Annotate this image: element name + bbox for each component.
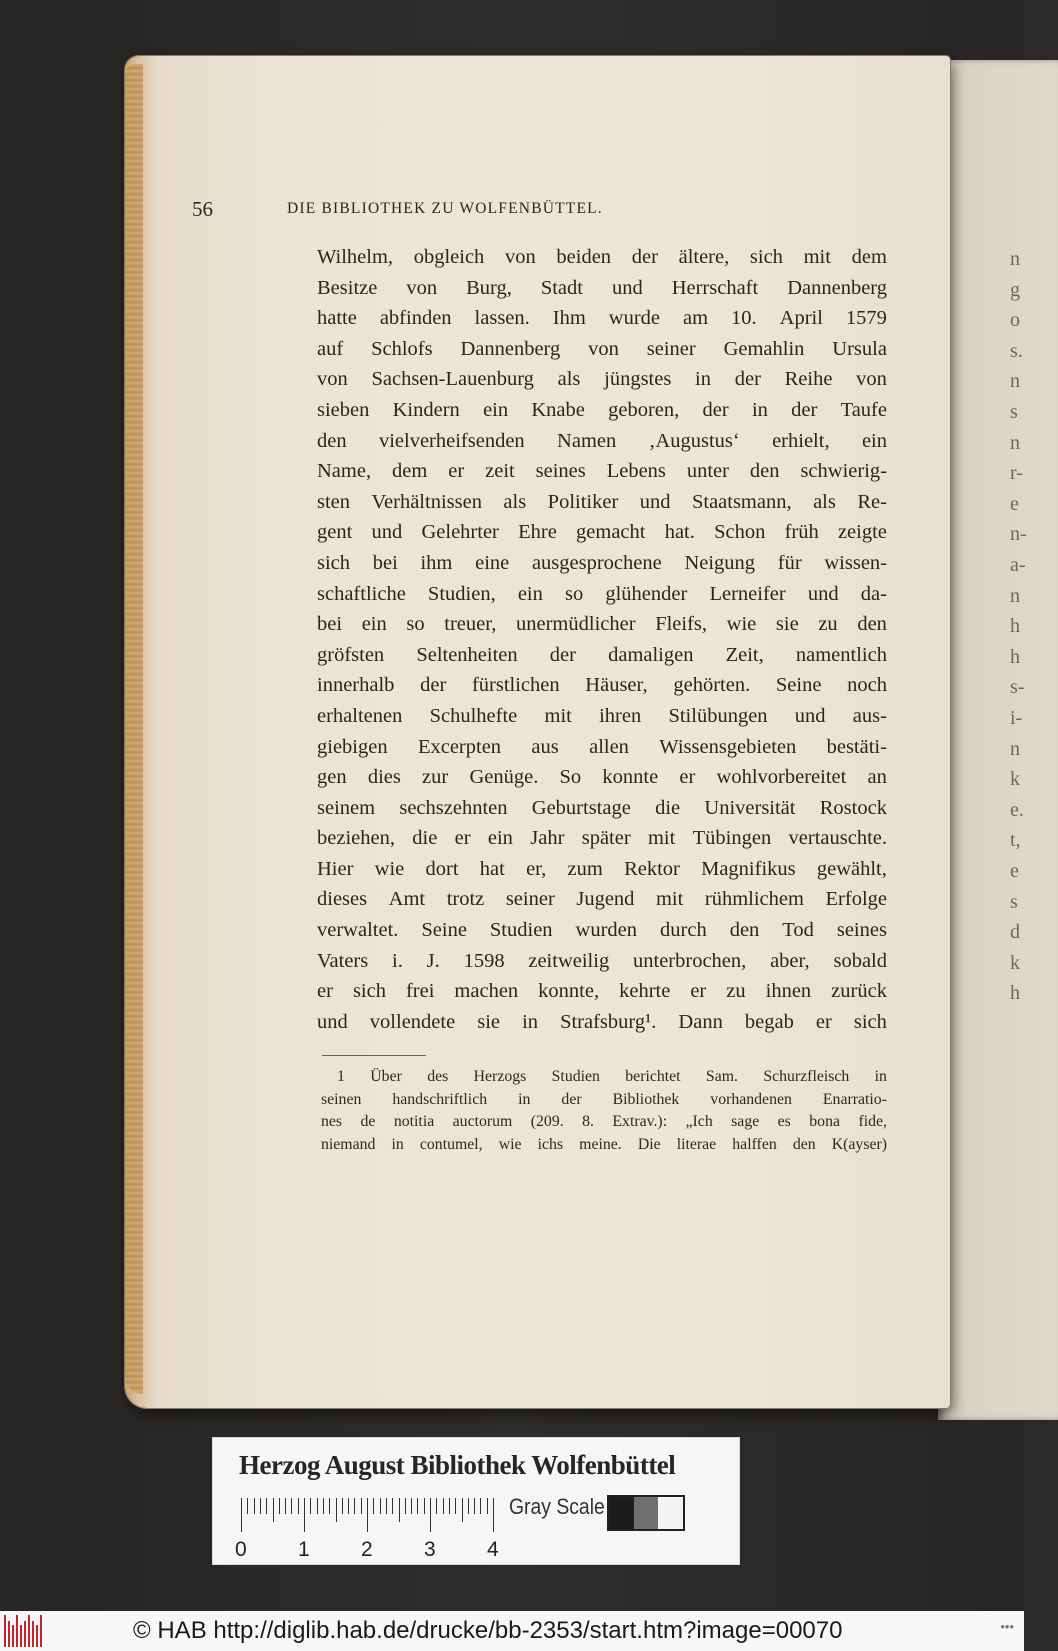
adjacent-page-edge — [938, 60, 1058, 1420]
ruler-tick — [392, 1498, 393, 1514]
footnote-line: nes de notitia auctorum (209. 8. Extrav.): „Ich sage es bona fide, — [321, 1113, 887, 1130]
text-line: beziehen, die er ein Jahr später mit Tübingen vertauschte. — [317, 827, 887, 850]
ruler-number: 4 — [487, 1538, 499, 1561]
ruler-tick — [298, 1498, 299, 1514]
text-line: Besitze von Burg, Stadt und Herrschaft Dannenberg — [317, 276, 887, 299]
logo-bar — [36, 1625, 38, 1647]
ruler-tick — [380, 1498, 381, 1514]
institution-name: Herzog August Bibliothek Wolfenbüttel — [239, 1450, 676, 1480]
margin-glyph: k — [1010, 768, 1020, 791]
footer-bar — [0, 1611, 1024, 1651]
text-line: bei ein so treuer, unermüdlicher Fleifs, wie sie zu den — [317, 613, 887, 636]
margin-glyph: n — [1010, 370, 1020, 393]
text-line: verwaltet. Seine Studien wurden durch den Tod seines — [317, 919, 887, 942]
text-line: schaftliche Studien, ein so glühender Lerneifer und da- — [317, 582, 887, 605]
text-line: hatte abfinden lassen. Ihm wurde am 10. April 1579 — [317, 307, 887, 330]
text-line: und vollendete sie in Strafsburg¹. Dann begab er sich — [317, 1010, 887, 1033]
margin-glyph: k — [1010, 951, 1020, 974]
running-head: DIE BIBLIOTHEK ZU WOLFENBÜTTEL. — [287, 200, 603, 217]
logo-bar — [24, 1621, 26, 1647]
ruler-tick — [474, 1498, 475, 1514]
ruler-number: 1 — [298, 1538, 310, 1561]
text-line: sten Verhältnissen als Politiker und Staatsmann, als Re- — [317, 490, 887, 513]
page-header — [192, 197, 888, 225]
ruler-tick — [266, 1498, 267, 1514]
page-edge — [125, 64, 143, 1394]
ruler-tick — [493, 1498, 494, 1532]
ruler-tick — [310, 1498, 311, 1514]
ruler-tick — [487, 1498, 488, 1514]
margin-glyph: n — [1010, 584, 1020, 607]
ruler-tick — [462, 1498, 463, 1522]
margin-glyph: n — [1010, 737, 1020, 760]
footnotes — [321, 1066, 887, 1156]
ruler-tick — [354, 1498, 355, 1514]
gray-scale-swatches — [607, 1495, 685, 1531]
ruler-tick — [430, 1498, 431, 1532]
margin-glyph: h — [1010, 615, 1020, 638]
text-line: giebigen Excerpten aus allen Wissensgebieten bestäti- — [317, 735, 887, 758]
text-line: sich bei ihm eine ausgesprochene Neigung für wissen- — [317, 551, 887, 574]
ruler-tick — [386, 1498, 387, 1514]
ruler-tick — [317, 1498, 318, 1514]
ruler-tick — [285, 1498, 286, 1514]
margin-glyph: n- — [1010, 523, 1027, 546]
text-line: den vielverheifsenden Namen ‚Augustus‘ erhielt, ein — [317, 429, 887, 452]
margin-glyph: h — [1010, 645, 1020, 668]
margin-glyph: e — [1010, 492, 1019, 515]
credit-link[interactable]: © HAB http://diglib.hab.de/drucke/bb-2353/start.htm?image=00070 — [133, 1617, 843, 1644]
text-line: sieben Kindern ein Knabe geboren, der in der Taufe — [317, 398, 887, 421]
margin-glyph: s- — [1010, 676, 1025, 699]
logo-bar — [28, 1615, 30, 1647]
margin-glyph: s. — [1010, 339, 1023, 362]
ruler-tick — [323, 1498, 324, 1514]
margin-glyph: h — [1010, 982, 1020, 1005]
text-line: innerhalb der fürstlichen Häuser, gehörten. Seine noch — [317, 674, 887, 697]
text-line: gen dies zur Genüge. So konnte er wohlvorbereitet an — [317, 766, 887, 789]
ruler-tick — [480, 1498, 481, 1514]
color-card — [212, 1437, 740, 1565]
text-line: dieses Amt trotz seiner Jugend mit rühmlichem Erfolge — [317, 888, 887, 911]
ruler-tick — [247, 1498, 248, 1514]
scale-ruler — [235, 1498, 499, 1561]
text-line: gent und Gelehrter Ehre gemacht hat. Schon früh zeigte — [317, 521, 887, 544]
text-line: erhaltenen Schulhefte mit ihren Stilübungen und aus- — [317, 704, 887, 727]
ruler-tick — [411, 1498, 412, 1514]
logo-bar — [12, 1625, 14, 1647]
ruler-number: 0 — [235, 1538, 247, 1561]
ruler-tick — [367, 1498, 368, 1532]
margin-glyph: e — [1010, 860, 1019, 882]
logo-bar — [40, 1615, 42, 1647]
margin-glyph: n — [1010, 248, 1020, 270]
ruler-tick — [405, 1498, 406, 1514]
margin-glyph: t, — [1010, 829, 1021, 852]
ruler-tick — [342, 1498, 343, 1514]
margin-glyph: n — [1010, 431, 1020, 454]
text-line: Wilhelm, obgleich von beiden der ältere, sich mit dem — [317, 246, 887, 268]
margin-glyph: i- — [1010, 707, 1023, 729]
body-text — [317, 242, 887, 1037]
ruler-tick — [417, 1498, 418, 1514]
text-line: seinem sechszehnten Geburtstage die Universität Rostock — [317, 796, 887, 819]
footnote-line: 1 Über des Herzogs Studien berichtet Sam. Schurzfleisch in — [337, 1068, 887, 1085]
logo-bar — [20, 1625, 22, 1647]
ruler-tick — [291, 1498, 292, 1514]
gray-swatch — [609, 1497, 634, 1529]
margin-glyph: e. — [1010, 798, 1024, 821]
ruler-tick — [254, 1498, 255, 1514]
footnote-line: niemand in contumel, wie ichs meine. Die literae halffen den K(ayser) — [321, 1135, 887, 1153]
ruler-tick — [348, 1498, 349, 1514]
text-line: auf Schlofs Dannenberg von seiner Gemahlin Ursula — [317, 337, 887, 360]
hab-logo-icon — [4, 1615, 48, 1647]
text-line: gröfsten Seltenheiten der damaligen Zeit, namentlich — [317, 643, 887, 666]
footnote-line: seinen handschriftlich in der Bibliothek vorhandenen Enarratio- — [321, 1090, 887, 1108]
ruler-tick — [455, 1498, 456, 1514]
page-number: 56 — [192, 197, 213, 221]
logo-bar — [4, 1615, 6, 1647]
ruler-number: 2 — [361, 1538, 373, 1561]
margin-glyph: s — [1010, 890, 1018, 913]
ruler-tick — [424, 1498, 425, 1514]
ruler-tick — [468, 1498, 469, 1514]
text-line: von Sachsen-Lauenburg als jüngstes in der Reihe von — [317, 368, 887, 391]
ruler-tick — [373, 1498, 374, 1514]
margin-glyph: s — [1010, 401, 1018, 423]
ruler-tick — [279, 1498, 280, 1514]
gray-swatch — [634, 1497, 659, 1529]
ruler-tick — [329, 1498, 330, 1514]
more-dots-icon[interactable]: ••• — [1000, 1619, 1014, 1634]
ruler-tick — [304, 1498, 305, 1532]
logo-bar — [8, 1621, 10, 1647]
gray-swatch — [658, 1497, 683, 1529]
ruler-tick — [241, 1498, 242, 1532]
margin-glyph: r- — [1010, 462, 1023, 485]
ruler-tick — [436, 1498, 437, 1514]
text-line: Hier wie dort hat er, zum Rektor Magnifikus gewählt, — [317, 857, 887, 880]
margin-glyph: d — [1010, 921, 1020, 944]
text-line: Vaters i. J. 1598 zeitweilig unterbrochen, aber, sobald — [317, 949, 887, 972]
ruler-tick — [260, 1498, 261, 1514]
margin-glyph: a- — [1010, 554, 1026, 576]
ruler-tick — [443, 1498, 444, 1514]
text-line: er sich frei machen konnte, kehrte er zu ihnen zurück — [317, 980, 887, 1003]
ruler-tick — [336, 1498, 337, 1522]
ruler-tick — [449, 1498, 450, 1514]
logo-bar — [16, 1615, 18, 1647]
footnote-rule — [322, 1055, 426, 1056]
ruler-tick — [361, 1498, 362, 1514]
ruler-number: 3 — [424, 1538, 436, 1561]
gray-scale-label: Gray Scale — [509, 1494, 605, 1519]
ruler-tick — [273, 1498, 274, 1522]
margin-glyph: g — [1010, 278, 1020, 301]
ruler-tick — [399, 1498, 400, 1522]
text-line: Name, dem er zeit seines Lebens unter den schwierig- — [317, 460, 887, 483]
logo-bar — [32, 1621, 34, 1647]
margin-glyph: o — [1010, 309, 1020, 332]
